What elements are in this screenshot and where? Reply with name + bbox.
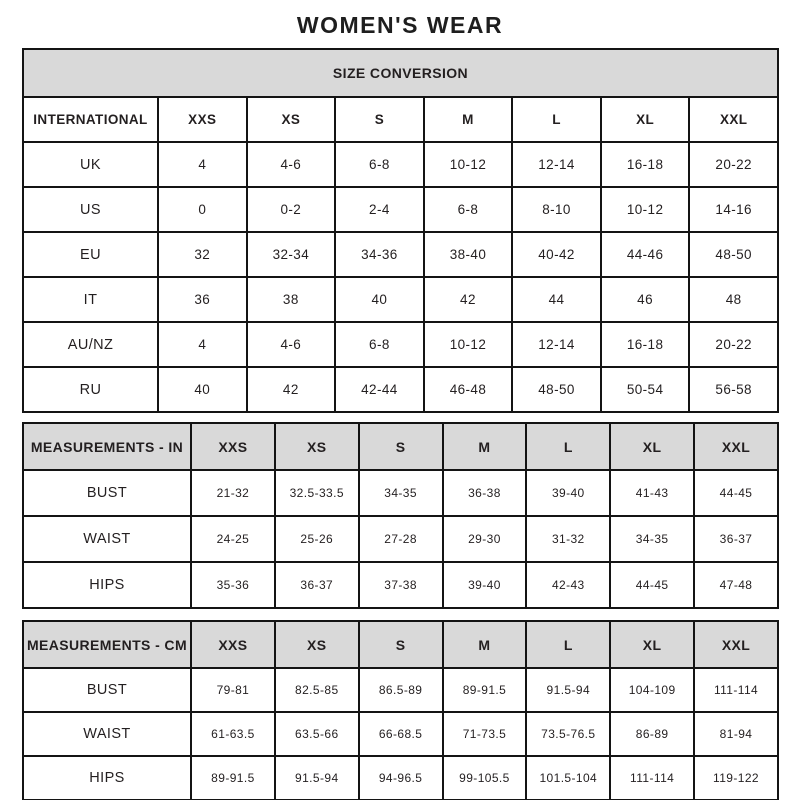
column-header: XXL <box>694 423 778 470</box>
measurements-cm-title: MEASUREMENTS - CM <box>23 621 191 668</box>
measurement-cell: 82.5-85 <box>275 668 359 712</box>
measurement-cell: 99-105.5 <box>443 756 527 800</box>
size-cell: 10-12 <box>424 322 513 367</box>
column-header: XS <box>275 423 359 470</box>
measurement-cell: 61-63.5 <box>191 712 275 756</box>
column-header: M <box>424 97 513 142</box>
measurement-cell: 36-37 <box>275 562 359 608</box>
measurement-cell: 34-35 <box>610 516 694 562</box>
measurement-cell: 86-89 <box>610 712 694 756</box>
size-cell: 32 <box>158 232 247 277</box>
measurement-cell: 31-32 <box>526 516 610 562</box>
size-cell: 40-42 <box>512 232 601 277</box>
row-label: WAIST <box>23 712 191 756</box>
size-cell: 12-14 <box>512 142 601 187</box>
table-row <box>23 668 778 712</box>
measurement-cell: 29-30 <box>443 516 527 562</box>
column-header: XL <box>610 423 694 470</box>
column-header: M <box>443 621 527 668</box>
column-header: XL <box>610 621 694 668</box>
table-row <box>23 470 778 516</box>
size-cell: 10-12 <box>601 187 690 232</box>
measurement-cell: 25-26 <box>275 516 359 562</box>
measurement-cell: 47-48 <box>694 562 778 608</box>
size-cell: 38-40 <box>424 232 513 277</box>
table-row <box>23 322 778 367</box>
measurement-cell: 21-32 <box>191 470 275 516</box>
column-header: S <box>359 621 443 668</box>
table-row <box>23 49 778 97</box>
column-header: S <box>335 97 424 142</box>
row-label: HIPS <box>23 756 191 800</box>
column-header: XXS <box>158 97 247 142</box>
measurement-cell: 44-45 <box>694 470 778 516</box>
size-cell: 14-16 <box>689 187 778 232</box>
size-cell: 4 <box>158 322 247 367</box>
size-cell: 44 <box>512 277 601 322</box>
row-label: AU/NZ <box>23 322 158 367</box>
measurement-cell: 79-81 <box>191 668 275 712</box>
size-cell: 8-10 <box>512 187 601 232</box>
measurement-cell: 34-35 <box>359 470 443 516</box>
measurements-in-title: MEASUREMENTS - IN <box>23 423 191 470</box>
measurement-cell: 73.5-76.5 <box>526 712 610 756</box>
measurement-cell: 37-38 <box>359 562 443 608</box>
measurement-cell: 39-40 <box>443 562 527 608</box>
column-header: XXS <box>191 423 275 470</box>
table-row <box>23 423 778 470</box>
column-header: S <box>359 423 443 470</box>
measurement-cell: 86.5-89 <box>359 668 443 712</box>
page-title: WOMEN'S WEAR <box>296 12 504 38</box>
size-cell: 40 <box>158 367 247 412</box>
column-header: M <box>443 423 527 470</box>
size-cell: 48 <box>689 277 778 322</box>
row-label: EU <box>23 232 158 277</box>
size-cell: 16-18 <box>601 322 690 367</box>
table-row <box>23 367 778 412</box>
measurement-cell: 91.5-94 <box>275 756 359 800</box>
size-cell: 48-50 <box>512 367 601 412</box>
table-row <box>23 516 778 562</box>
column-header: L <box>526 423 610 470</box>
row-label: BUST <box>23 668 191 712</box>
measurement-cell: 91.5-94 <box>526 668 610 712</box>
measurement-cell: 44-45 <box>610 562 694 608</box>
column-header: XS <box>247 97 336 142</box>
measurement-cell: 41-43 <box>610 470 694 516</box>
size-cell: 38 <box>247 277 336 322</box>
size-cell: 40 <box>335 277 424 322</box>
size-cell: 36 <box>158 277 247 322</box>
table-row <box>23 756 778 800</box>
size-cell: 4-6 <box>247 142 336 187</box>
measurement-cell: 119-122 <box>694 756 778 800</box>
size-cell: 56-58 <box>689 367 778 412</box>
measurements-cm-table <box>22 620 779 800</box>
size-cell: 46-48 <box>424 367 513 412</box>
measurements-in-table <box>22 422 779 609</box>
table-row <box>23 562 778 608</box>
size-conversion-table <box>22 48 779 413</box>
size-cell: 46 <box>601 277 690 322</box>
table-row <box>23 277 778 322</box>
table-row <box>23 97 778 142</box>
row-label: HIPS <box>23 562 191 608</box>
size-cell: 16-18 <box>601 142 690 187</box>
size-cell: 6-8 <box>424 187 513 232</box>
table-row <box>23 621 778 668</box>
measurement-cell: 111-114 <box>694 668 778 712</box>
row-label: UK <box>23 142 158 187</box>
column-header: XXL <box>689 97 778 142</box>
size-cell: 44-46 <box>601 232 690 277</box>
size-cell: 10-12 <box>424 142 513 187</box>
measurement-cell: 63.5-66 <box>275 712 359 756</box>
size-cell: 20-22 <box>689 322 778 367</box>
size-cell: 12-14 <box>512 322 601 367</box>
row-label: US <box>23 187 158 232</box>
measurement-cell: 32.5-33.5 <box>275 470 359 516</box>
row-label: BUST <box>23 470 191 516</box>
measurement-cell: 66-68.5 <box>359 712 443 756</box>
size-cell: 34-36 <box>335 232 424 277</box>
size-cell: 0-2 <box>247 187 336 232</box>
table-row <box>23 712 778 756</box>
measurement-cell: 89-91.5 <box>191 756 275 800</box>
table-row <box>23 187 778 232</box>
measurement-cell: 104-109 <box>610 668 694 712</box>
size-cell: 0 <box>158 187 247 232</box>
size-cell: 42-44 <box>335 367 424 412</box>
size-cell: 32-34 <box>247 232 336 277</box>
measurement-cell: 24-25 <box>191 516 275 562</box>
column-header: XXL <box>694 621 778 668</box>
size-cell: 20-22 <box>689 142 778 187</box>
row-label: IT <box>23 277 158 322</box>
column-header: L <box>512 97 601 142</box>
size-conversion-title: SIZE CONVERSION <box>23 49 778 97</box>
column-header: XL <box>601 97 690 142</box>
size-cell: 4 <box>158 142 247 187</box>
size-cell: 42 <box>424 277 513 322</box>
table-row <box>23 142 778 187</box>
size-cell: 50-54 <box>601 367 690 412</box>
size-cell: 6-8 <box>335 142 424 187</box>
size-cell: 4-6 <box>247 322 336 367</box>
column-header: XXS <box>191 621 275 668</box>
measurement-cell: 94-96.5 <box>359 756 443 800</box>
size-cell: 2-4 <box>335 187 424 232</box>
row-label: RU <box>23 367 158 412</box>
measurement-cell: 36-38 <box>443 470 527 516</box>
measurement-cell: 35-36 <box>191 562 275 608</box>
measurement-cell: 39-40 <box>526 470 610 516</box>
size-cell: 6-8 <box>335 322 424 367</box>
measurement-cell: 27-28 <box>359 516 443 562</box>
row-label: WAIST <box>23 516 191 562</box>
size-cell: 48-50 <box>689 232 778 277</box>
measurement-cell: 111-114 <box>610 756 694 800</box>
measurement-cell: 101.5-104 <box>526 756 610 800</box>
measurement-cell: 71-73.5 <box>443 712 527 756</box>
size-cell: 42 <box>247 367 336 412</box>
measurement-cell: 81-94 <box>694 712 778 756</box>
column-header: INTERNATIONAL <box>23 97 158 142</box>
measurement-cell: 36-37 <box>694 516 778 562</box>
column-header: XS <box>275 621 359 668</box>
measurement-cell: 42-43 <box>526 562 610 608</box>
measurement-cell: 89-91.5 <box>443 668 527 712</box>
table-row <box>23 232 778 277</box>
column-header: L <box>526 621 610 668</box>
